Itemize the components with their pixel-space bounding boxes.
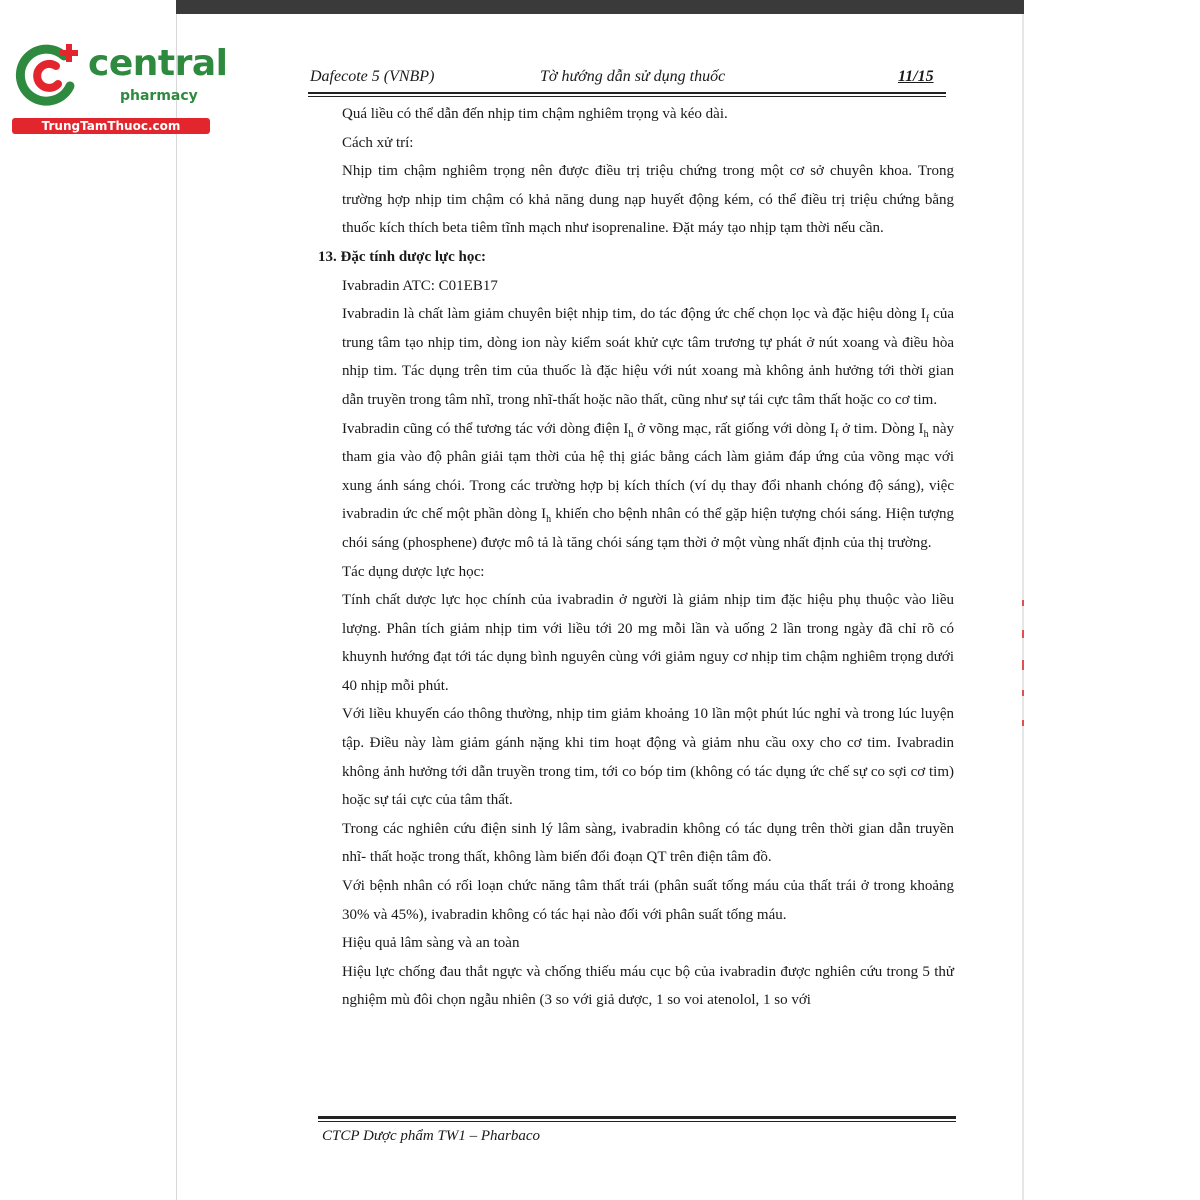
text-run: này tham gia vào độ phân giải tạm thời của hệ thị giác bằng cách làm giảm đáp ứng của võng mạc với xung ánh sáng chói. Trong các trường hợp bị kích thích (ví dụ thay đổi nhanh chóng độ sáng), việc ivabradin ức chế một phần dòng I [342,420,955,523]
scan-mark [1022,600,1024,606]
paragraph-management-heading: Cách xử trí: [342,134,414,151]
text-run: của trung tâm tạo nhịp tim, dòng ion này kiểm soát khử cực tâm trương tự phát ở nút xoang và điều hòa nhịp tim. Tác dụng trên tim của thuốc là đặc hiệu với nút xoang mà không ảnh hưởng tới thời gian dẫn truyền trong tâm nhĩ, trong nhĩ-thất hoặc não thất, cũng như sự tái cực tâm thất hoặc co cơ tim. [342,306,954,408]
scan-left-edge [176,14,177,1200]
paragraph-management: Nhịp tim chậm nghiêm trọng nên được điều trị triệu chứng trong một cơ sở chuyên khoa. Trong trường hợp nhịp tim chậm có khả năng dung nạp huyết động kém, có thể điều trị triệu chứng bằng thuốc kích thích beta tiêm tĩnh mạch như isoprenaline. Đặt máy tạo nhịp tạm thời nếu cần. [342,163,954,237]
section-title: 13. Đặc tính dược lực học: [318,248,486,265]
document-body [318,100,954,1015]
pharmacy-cross-logo-icon [12,40,82,110]
subscript: f [925,314,930,326]
scan-mark [1022,630,1024,638]
footer-company: CTCP Dược phẩm TW1 – Pharbaco [322,1128,540,1144]
paragraph-efficacy-heading: Hiệu quả lâm sàng và an toàn [342,935,520,952]
logo-url-banner: TrungTamThuoc.com [12,118,210,134]
footer-rule [318,1116,956,1119]
paragraph-usual-dose: Với liều khuyến cáo thông thường, nhịp tim giảm khoảng 10 lần một phút lúc nghỉ và trong lúc luyện tập. Điều này làm giảm gánh nặng khi tim hoạt động và giảm nhu cầu oxy cho cơ tim. Ivabradin không ảnh hưởng tới dẫn truyền trong tim, tới co bóp tim (không có tác dụng ức chế sự co sợi cơ tim) hoặc sự tái cực của tâm thất. [342,706,954,809]
scan-mark [1022,690,1024,696]
paragraph-electrophysiology: Trong các nghiên cứu điện sinh lý lâm sàng, ivabradin không có tác dụng trên thời gian dẫn truyền nhĩ- thất hoặc trong thất, không làm biến đổi đoạn QT trên điện tâm đồ. [342,820,954,866]
header-page-number: 11/15 [898,68,934,85]
header-document-title: Tờ hướng dẫn sử dụng thuốc [540,68,726,85]
subscript: h [923,428,929,440]
scan-mark [1022,660,1024,670]
paragraph-retina [318,415,954,558]
paragraph-antianginal: Hiệu lực chống đau thắt ngực và chống thiếu máu cục bộ của ivabradin được nghiên cứu trong 5 thử nghiệm mù đôi chọn ngẫu nhiên (3 so với giả dược, 1 so voi atenolol, 1 so với [342,963,954,1009]
paragraph-mechanism [318,300,954,414]
header-product-name: Dafecote 5 (VNBP) [310,68,435,85]
paragraph-pd-properties: Tính chất dược lực học chính của ivabradin ở người là giảm nhịp tim đặc hiệu phụ thuộc vào liều lượng. Phân tích giảm nhịp tim với liều tới 20 mg mỗi lần và uống 2 lần trong ngày đã chỉ rõ có khuynh hướng đạt tới tác dụng bình nguyên cùng với giảm nguy cơ nhịp tim chậm nghiêm trọng dưới 40 nhịp mỗi phút. [342,592,954,694]
scan-right-edge [1022,14,1024,1200]
subscript: h [628,428,634,440]
central-pharmacy-logo [8,36,228,136]
subscript: h [546,514,552,526]
header-rule [308,92,946,94]
scan-top-border [176,0,1024,14]
paragraph-atc-code: Ivabradin ATC: C01EB17 [342,277,498,294]
logo-subtitle: pharmacy [120,88,198,104]
text-run: khiến cho bệnh nhân có thể gặp hiện tượng chói sáng. Hiện tượng chói sáng (phosphene) được mô tả là tăng chói sáng tạm thời ở một vùng nhất định của thị trường. [342,506,954,551]
header-rule-thin [308,96,946,97]
paragraph-lv-dysfunction: Với bệnh nhân có rối loạn chức năng tâm thất trái (phân suất tống máu của thất trái ở trong khoảng 30% và 45%), ivabradin không có tác hại nào đối với phân suất tống máu. [342,878,954,923]
subscript: f [835,428,839,440]
logo-wordmark: central [88,43,228,84]
text-run: Ivabradin là chất làm giảm chuyên biệt nhịp tim, do tác động ức chế chọn lọc và đặc hiệu dòng I [342,306,926,323]
paragraph-overdose: Quá liều có thể dẫn đến nhịp tim chậm nghiêm trọng và kéo dài. [342,106,728,122]
text-run: ở võng mạc, rất giống với dòng I [633,420,836,437]
text-run: Ivabradin cũng có thể tương tác với dòng điện I [342,420,629,437]
scan-mark [1022,720,1024,726]
paragraph-pd-heading: Tác dụng dược lực học: [342,563,485,580]
text-run: ở tim. Dòng I [838,420,924,437]
footer-rule-thin [318,1121,956,1122]
